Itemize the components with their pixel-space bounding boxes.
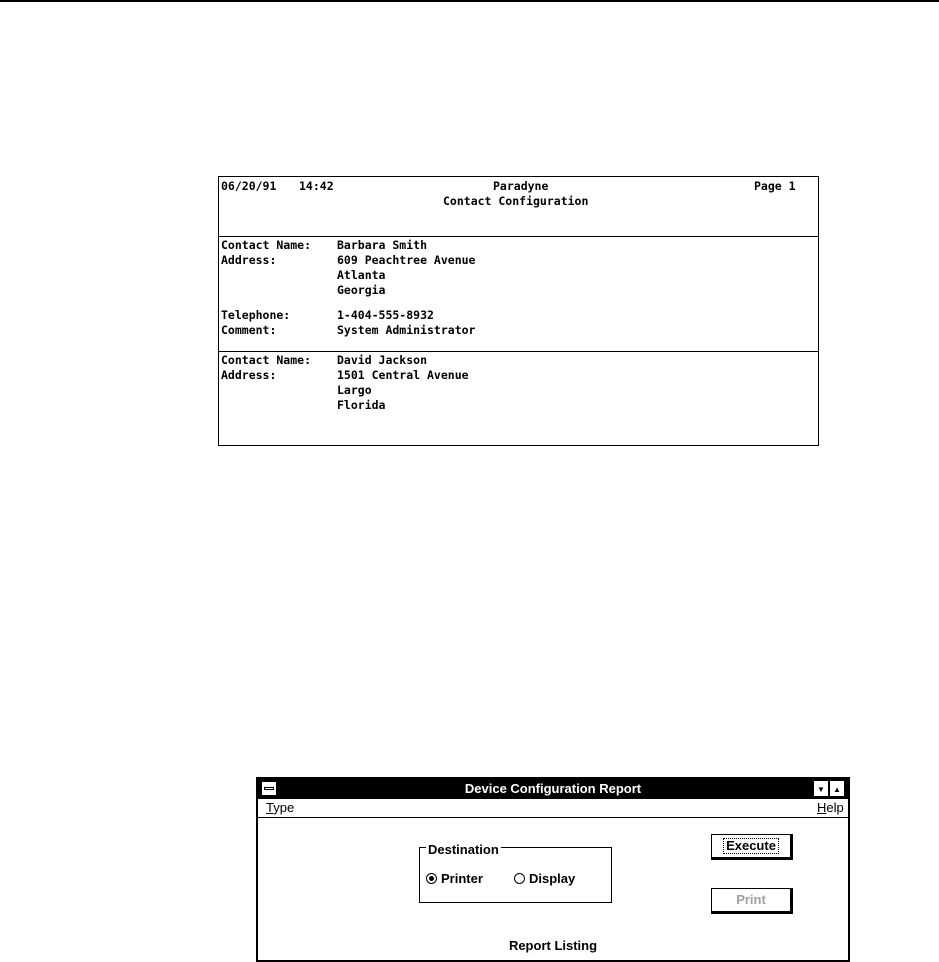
menu-type[interactable] <box>266 800 294 815</box>
menu-help-accelerator: H <box>817 800 827 815</box>
radio-checked-icon <box>426 873 437 884</box>
display-radio[interactable] <box>514 871 575 886</box>
contact-name-label: Contact Name: <box>221 238 312 252</box>
report-company: Paradyne <box>493 179 549 193</box>
address-line: Georgia <box>337 283 386 297</box>
print-button[interactable] <box>711 888 793 914</box>
window-title: Device Configuration Report <box>464 781 642 796</box>
maximize-icon[interactable]: ▲ <box>830 781 844 796</box>
execute-button-label: Execute <box>723 838 779 854</box>
report-title: Contact Configuration <box>443 194 589 208</box>
printer-radio[interactable] <box>426 871 483 886</box>
menu-type-accelerator: T <box>266 800 274 815</box>
report-time: 14:42 <box>299 179 334 193</box>
address-line: 609 Peachtree Avenue <box>337 253 476 267</box>
page-top-rule <box>0 0 939 2</box>
address-line: Florida <box>337 398 386 412</box>
title-bar[interactable] <box>258 779 848 799</box>
report-divider <box>219 351 818 352</box>
address-line: 1501 Central Avenue <box>337 368 469 382</box>
report-divider <box>219 236 818 237</box>
display-radio-label: Display <box>529 871 576 886</box>
contact-name-label: Contact Name: <box>221 353 312 367</box>
contact-configuration-report <box>218 176 819 446</box>
telephone-value: 1-404-555-8932 <box>337 308 434 322</box>
contact-name: Barbara Smith <box>337 238 428 252</box>
address-label: Address: <box>221 253 277 267</box>
device-configuration-report-window <box>256 777 850 962</box>
comment-label: Comment: <box>221 323 277 337</box>
telephone-label: Telephone: <box>221 308 291 322</box>
menu-help[interactable] <box>817 800 844 815</box>
comment-value: System Administrator <box>337 323 476 337</box>
minimize-icon[interactable]: ▼ <box>814 781 828 796</box>
execute-button[interactable] <box>711 834 793 860</box>
address-label: Address: <box>221 368 277 382</box>
menu-bar <box>258 799 848 818</box>
menu-type-label: ype <box>273 800 295 815</box>
address-line: Atlanta <box>337 268 386 282</box>
report-date: 06/20/91 <box>221 179 277 193</box>
destination-label: Destination <box>428 842 499 857</box>
printer-radio-label: Printer <box>441 871 483 886</box>
report-listing-label: Report Listing <box>508 938 598 953</box>
report-page-number: Page 1 <box>754 179 796 193</box>
address-line: Largo <box>337 383 372 397</box>
menu-help-label: elp <box>826 800 844 815</box>
contact-name: David Jackson <box>337 353 428 367</box>
radio-unchecked-icon <box>514 873 525 884</box>
print-button-label: Print <box>736 892 766 907</box>
